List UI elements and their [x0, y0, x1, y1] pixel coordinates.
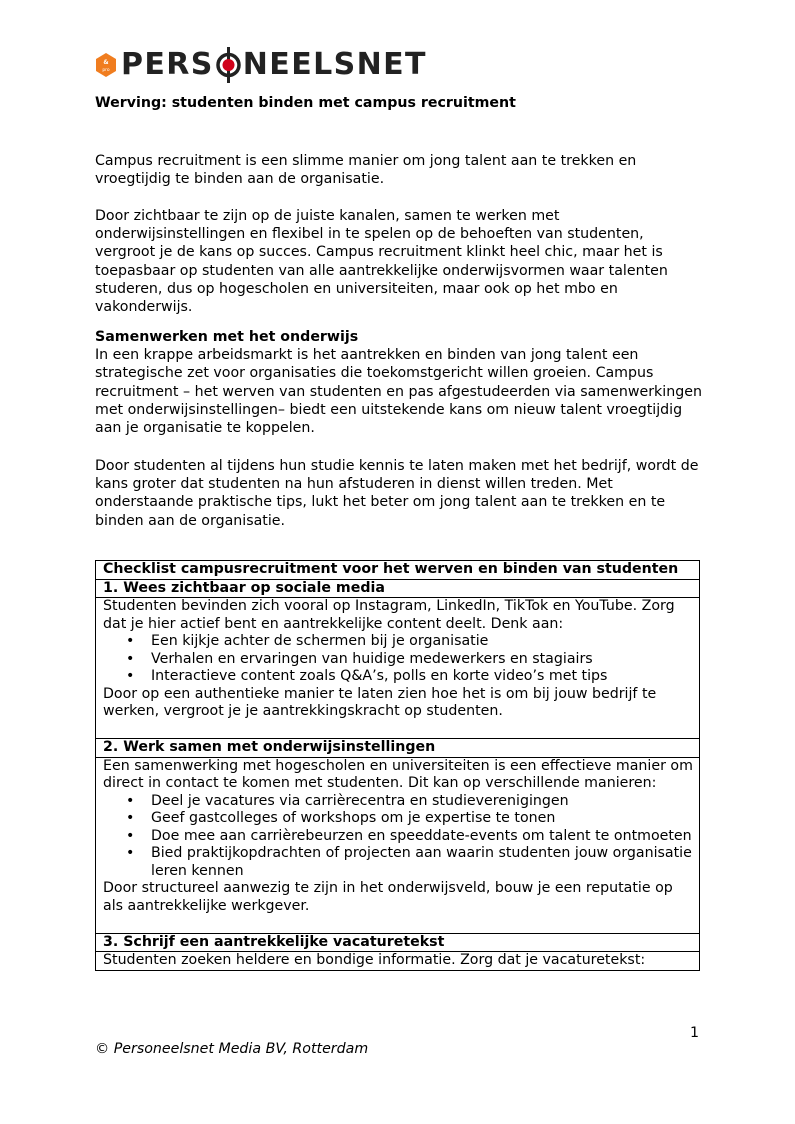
intro-paragraph-2: Door zichtbaar te zijn op de juiste kanalen, samen te werken met onderwijsinstellingen en flexibel in te spelen op de behoeften van studenten, vergroot je de kans op succes. Campus recruitment klinkt heel chic, maar het is toepasbaar op studenten van alle aantrekkelijke onderwijsvormen waar talenten studeren, dus op hogescholen en universiteiten, maar ook op het mbo en vakonderwijs. — [95, 208, 668, 316]
checklist-item-3-heading: 3. Schrijf een aantrekkelijke vacaturetekst — [96, 933, 700, 952]
checklist-item-3-body — [96, 952, 700, 971]
logo-wordmark — [121, 47, 427, 83]
section-paragraph-2: Door studenten al tijdens hun studie kennis te laten maken met het bedrijf, wordt de kans groter dat studenten na hun afstuderen in dienst willen treden. Met onderstaande praktische tips, lukt het beter om jong talent aan te trekken en te binden aan de organisatie. — [95, 458, 699, 529]
checklist-title-row — [96, 561, 700, 580]
list-item: • Doe mee aan carrièrebeurzen en speeddate-events om talent te ontmoeten — [151, 828, 693, 846]
checklist-item-2-intro: Een samenwerking met hogescholen en universiteiten is een effectieve manier om direct in contact te komen met studenten. Dit kan op verschillende manieren: — [103, 757, 693, 791]
intro-paragraph-1: Campus recruitment is een slimme manier om jong talent aan te trekken en vroegtijdig te binden aan de organisatie. — [95, 153, 637, 188]
checklist-item-1-bullets — [103, 633, 693, 686]
section-onderwijs — [95, 328, 705, 437]
page-number: 1 — [690, 1025, 700, 1041]
checklist-item-2-bullets — [103, 793, 693, 881]
checklist-item-1-heading-row — [96, 579, 700, 598]
checklist-item-1-heading: 1. Wees zichtbaar op sociale media — [96, 579, 700, 598]
checklist-item-2-heading-row — [96, 739, 700, 758]
checklist-item-1-body-row — [96, 598, 700, 739]
section-paragraph-1: In een krappe arbeidsmarkt is het aantrekken en binden van jong talent een strategische zet voor organisaties die toekomstgericht willen groeien. Campus recruitment – het werven van studenten en pas afgestudeerden via samenwerkingen met onderwijsinstellingen– biedt een uitstekende kans om nieuw talent vroegtijdig aan je organisatie te koppelen. — [95, 347, 702, 437]
hexagon-badge-icon — [95, 53, 117, 77]
checklist-item-2-heading: 2. Werk samen met onderwijsinstellingen — [96, 739, 700, 758]
list-item: • Bied praktijkopdrachten of projecten aan waarin studenten jouw organisatie leren kennen — [151, 845, 693, 880]
checklist-item-1-outro: Door op een authentieke manier te laten zien hoe het is om bij jouw bedrijf te werken, vergroot je je aantrekkingskracht op studenten. — [103, 685, 657, 719]
checklist-item-3-body-row — [96, 952, 700, 971]
list-item: • Interactieve content zoals Q&A’s, polls en korte video’s met tips — [151, 668, 693, 686]
list-item: • Verhalen en ervaringen van huidige medewerkers en stagiairs — [151, 651, 693, 669]
page-title: Werving: studenten binden met campus recruitment — [95, 95, 516, 111]
checklist-table — [95, 560, 700, 971]
logo-text-left: PERS — [121, 46, 214, 82]
checklist-item-3-heading-row — [96, 933, 700, 952]
logo-text-right: NEELSNET — [242, 46, 427, 82]
list-item: • Geef gastcolleges of workshops om je expertise te tonen — [151, 810, 693, 828]
checklist-title: Checklist campusrecruitment voor het werven en binden van studenten — [96, 561, 700, 580]
checklist-item-2-body-row — [96, 757, 700, 933]
brand-logo — [95, 47, 427, 83]
logo-o-target-icon — [215, 47, 242, 83]
list-item: • Deel je vacatures via carrièrecentra en studieverenigingen — [151, 793, 693, 811]
checklist-item-2-outro: Door structureel aanwezig te zijn in het onderwijsveld, bouw je een reputatie op als aantrekkelijke werkgever. — [103, 880, 673, 914]
checklist-item-3-intro: Studenten zoeken heldere en bondige informatie. Zorg dat je vacaturetekst: — [103, 952, 646, 968]
svg-text:&: & — [103, 59, 109, 66]
footer-copyright: © Personeelsnet Media BV, Rotterdam — [95, 1041, 369, 1057]
checklist-item-1-intro: Studenten bevinden zich vooral op Instagram, LinkedIn, TikTok en YouTube. Zorg dat je hier actief bent en aantrekkelijke content deelt. Denk aan: — [103, 598, 675, 632]
section-heading: Samenwerken met het onderwijs — [95, 329, 359, 345]
checklist-item-1-body — [96, 598, 700, 739]
checklist-item-2-body — [96, 757, 700, 933]
list-item: • Een kijkje achter de schermen bij je organisatie — [151, 633, 693, 651]
svg-text:pro: pro — [102, 68, 110, 73]
